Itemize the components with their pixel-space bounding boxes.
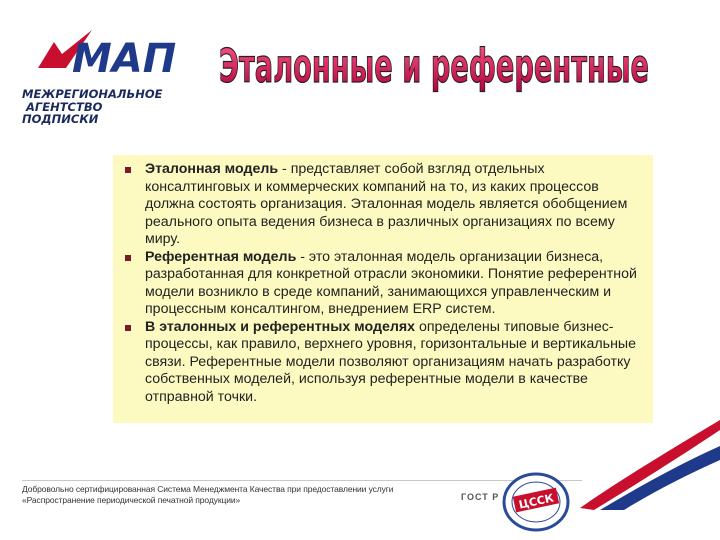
definition-text: определены типовые бизнес-процессы, как правило, верхнего уровня, горизонтальные и вертикальные связи. Референтные модели позволяют организациям начать разработку собственных моделей, используя референтные модели в качестве отправной точки. [145, 318, 636, 405]
bullet-icon [125, 325, 131, 331]
definition-item [121, 161, 645, 249]
definition-term: В эталонных и референтных моделях [145, 318, 416, 335]
footer-line-2: «Распространение периодической печатной продукции» [22, 495, 241, 505]
page-title-block [214, 26, 654, 106]
company-logo [22, 28, 182, 128]
definition-text: - это эталонная модель организации бизнеса, разработанная для конкретной отрасли экономики. Понятие референтной модели возникло в среде компаний, занимающихся управленческим и процессным консалтингом, внедрением ERP систем. [145, 248, 637, 317]
logo-line-2: АГЕНТСТВО [26, 99, 103, 114]
definition-term: Референтная модель [145, 248, 297, 265]
logo-line-3: ПОДПИСКИ [22, 112, 99, 126]
definition-item [121, 249, 645, 319]
logo-line-1: МЕЖРЕГИОНАЛЬНОЕ [22, 87, 163, 101]
definitions-list [121, 161, 645, 406]
definitions-box [113, 155, 653, 423]
logo-mark-text: МАП [72, 36, 177, 82]
certification-seal-icon [500, 470, 572, 534]
seal-text: ЦССК [517, 491, 555, 512]
definition-text: - представляет собой взгляд отдельных консалтинговых и коммерческих компаний на то, из каких процессов должна состоять организация. Эталонная модель является обобщением реального опыта ведения бизнеса в различных организациях по всему миру. [145, 161, 628, 247]
footer-divider [22, 480, 582, 481]
definition-term: Эталонная модель [145, 161, 279, 177]
page-title-art [214, 26, 654, 106]
footer-line-1: Добровольно сертифицированная Система Менеджмента Качества при предоставлении услуги [22, 484, 394, 494]
logo-caption [22, 88, 192, 126]
definition-item [121, 319, 645, 407]
map-logo-mark [32, 28, 182, 83]
page-title: Эталонные и референтные [219, 39, 649, 93]
decorative-swoosh-icon [580, 420, 720, 510]
gost-label: ГОСТ Р [461, 492, 500, 502]
bullet-icon [125, 167, 131, 173]
bullet-icon [125, 255, 131, 261]
footer-certification [22, 484, 442, 506]
